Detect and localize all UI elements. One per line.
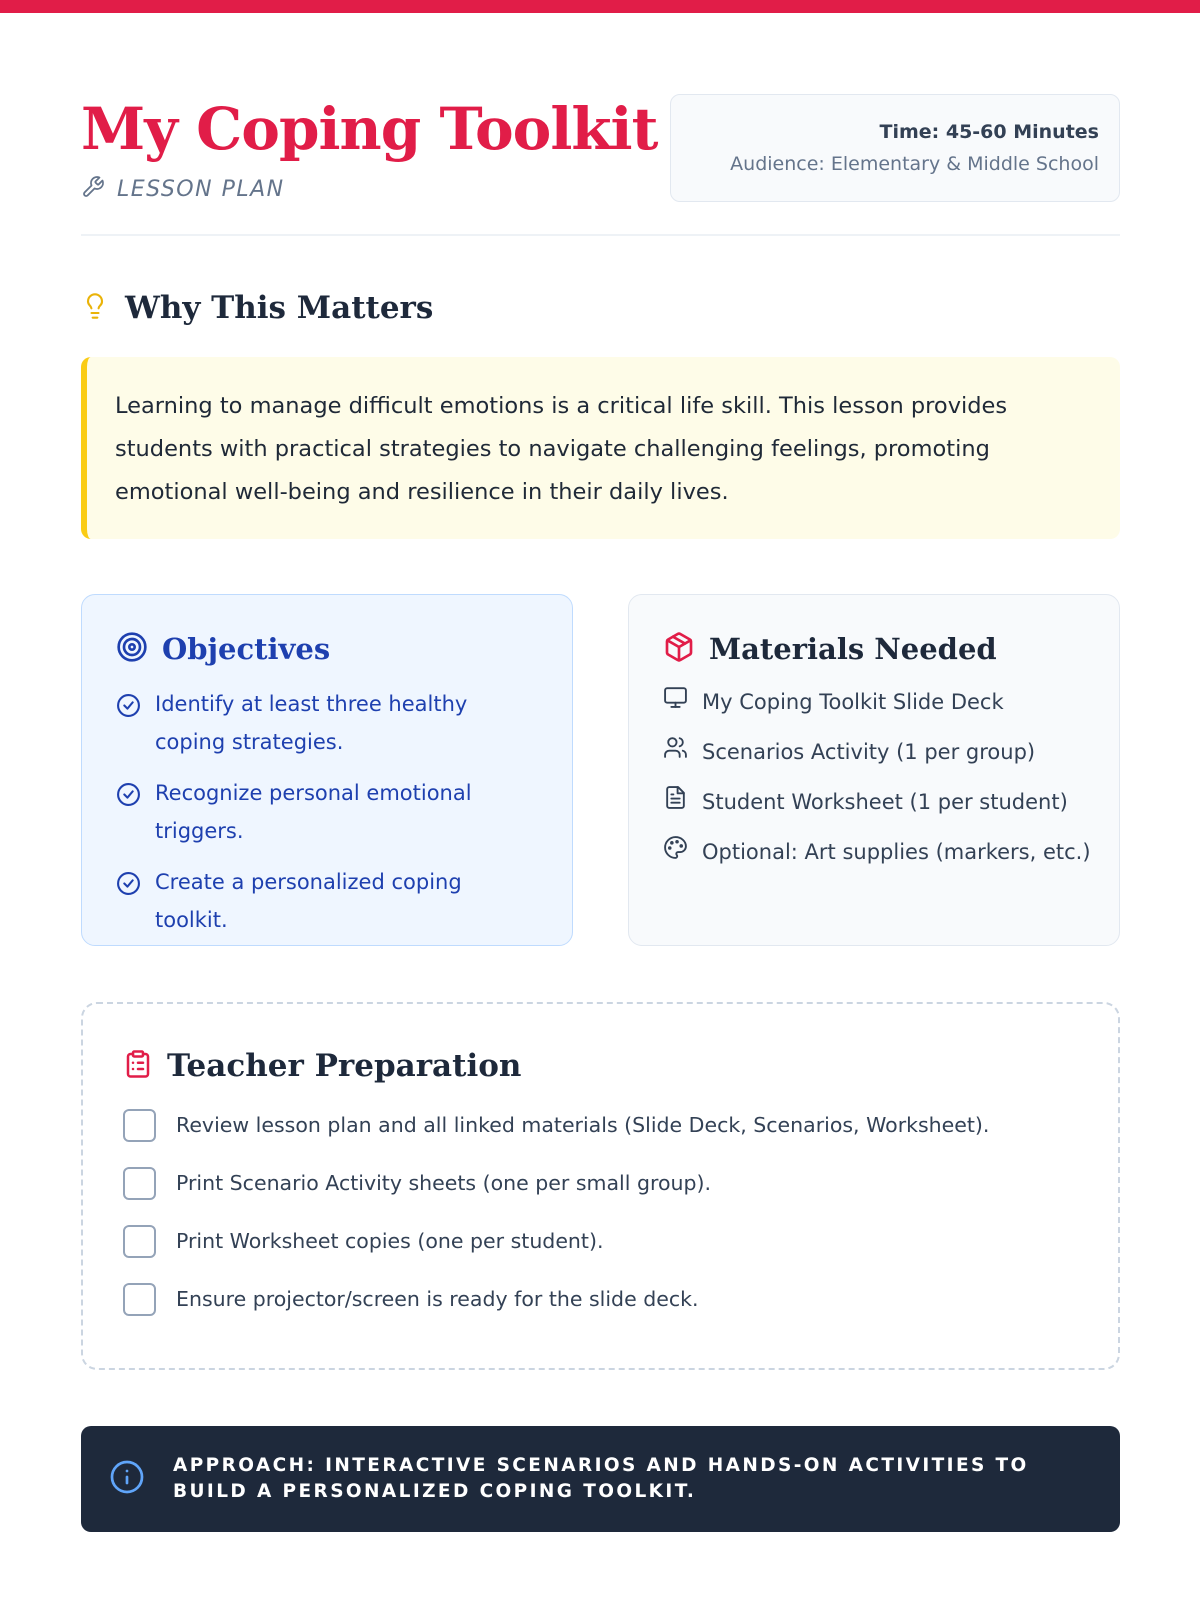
approach-text: APPROACH: INTERACTIVE SCENARIOS AND HANDS-ON ACTIVITIES TO BUILD A PERSONALIZED COPING TOOLKIT. (173, 1455, 1029, 1502)
document-icon (663, 785, 688, 818)
material-item: Optional: Art supplies (markers, etc.) (663, 835, 1085, 868)
wrench-icon (81, 175, 105, 203)
palette-icon (663, 835, 688, 868)
checklist-checkbox[interactable] (123, 1109, 156, 1142)
page-title: My Coping Toolkit (81, 95, 658, 163)
check-circle-icon (116, 863, 141, 908)
objectives-card (81, 594, 573, 946)
teacher-preparation-section (81, 1002, 1120, 1370)
material-item: Scenarios Activity (1 per group) (663, 735, 1085, 768)
objective-item: Create a personalized coping toolkit. (116, 863, 538, 939)
lesson-time: Time: 45-60 Minutes (879, 121, 1099, 143)
checklist-item: Review lesson plan and all linked materials (Slide Deck, Scenarios, Worksheet). (123, 1106, 1078, 1144)
package-icon (663, 631, 695, 667)
materials-card (628, 594, 1120, 946)
materials-heading: Materials Needed (709, 632, 997, 666)
prep-checklist (123, 1106, 1078, 1318)
material-item: Student Worksheet (1 per student) (663, 785, 1085, 818)
checklist-item: Ensure projector/screen is ready for the slide deck. (123, 1280, 1078, 1318)
lesson-audience: Audience: Elementary & Middle School (730, 153, 1099, 175)
objective-item: Identify at least three healthy coping strategies. (116, 685, 538, 761)
subtitle-label: LESSON PLAN (117, 176, 285, 202)
objective-item: Recognize personal emotional triggers. (116, 774, 538, 850)
page-subtitle (81, 175, 285, 203)
lightbulb-icon (81, 290, 109, 326)
why-body: Learning to manage difficult emotions is a critical life skill. This lesson provides students with practical strategies to navigate challenging feelings, promoting emotional well-being and resilience in their daily lives. (115, 393, 1008, 505)
info-icon (109, 1459, 145, 1499)
check-circle-icon (116, 685, 141, 730)
checklist-checkbox[interactable] (123, 1225, 156, 1258)
target-icon (116, 631, 148, 667)
users-icon (663, 735, 688, 768)
header-divider (81, 234, 1120, 236)
why-callout (81, 357, 1120, 539)
checklist-item: Print Scenario Activity sheets (one per small group). (123, 1164, 1078, 1202)
why-heading: Why This Matters (125, 290, 434, 326)
material-item: My Coping Toolkit Slide Deck (663, 685, 1085, 718)
objectives-heading: Objectives (162, 632, 331, 666)
objectives-list (116, 685, 538, 939)
prep-heading: Teacher Preparation (167, 1048, 522, 1084)
checklist-item: Print Worksheet copies (one per student). (123, 1222, 1078, 1260)
top-accent-bar (0, 0, 1200, 13)
lesson-meta-box (670, 94, 1120, 202)
why-section-heading (81, 290, 433, 326)
check-circle-icon (116, 774, 141, 819)
checklist-checkbox[interactable] (123, 1167, 156, 1200)
checklist-checkbox[interactable] (123, 1283, 156, 1316)
page-header (81, 92, 1120, 222)
clipboard-icon (123, 1048, 153, 1084)
materials-list (663, 685, 1091, 868)
approach-banner (81, 1426, 1120, 1532)
monitor-icon (663, 685, 688, 718)
